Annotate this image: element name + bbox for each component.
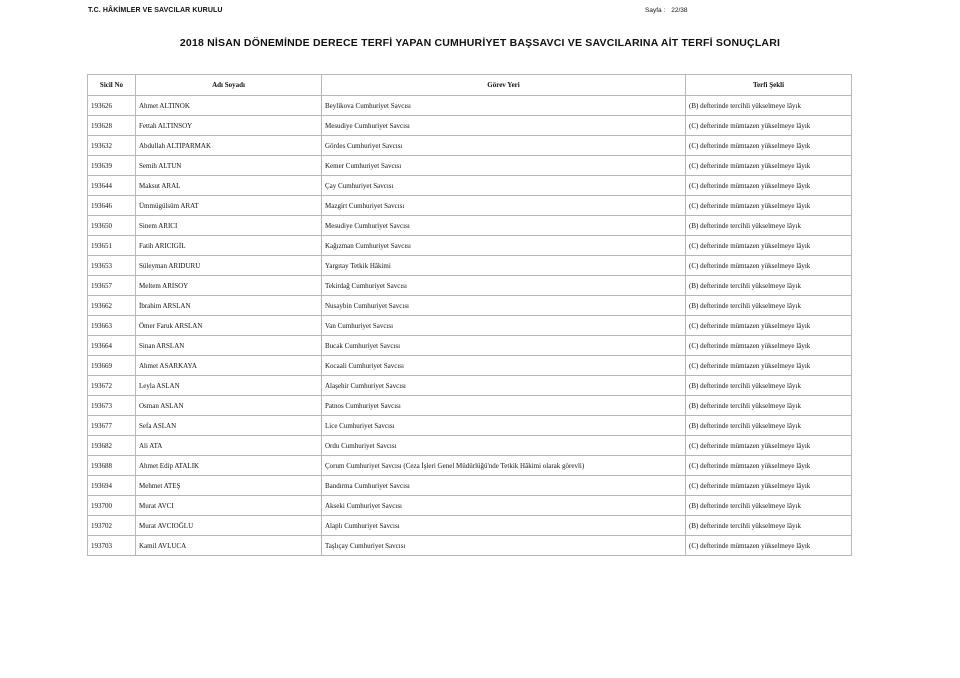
cell-adi-soyadi: Abdullah ALTIPARMAK [136,136,322,156]
cell-sicil-no: 193703 [88,536,136,556]
table-row [88,196,852,216]
cell-terfi-sekli: (B) defterinde tercihli yükselmeye lâyık [686,376,852,396]
cell-gorev-yeri: Mesudiye Cumhuriyet Savcısı [322,116,686,136]
cell-terfi-sekli: (C) defterinde mümtazen yükselmeye lâyık [686,176,852,196]
cell-gorev-yeri: Çay Cumhuriyet Savcısı [322,176,686,196]
table-row [88,476,852,496]
table-header-row [88,75,852,96]
cell-sicil-no: 193688 [88,456,136,476]
cell-terfi-sekli: (C) defterinde mümtazen yükselmeye lâyık [686,356,852,376]
cell-terfi-sekli: (C) defterinde mümtazen yükselmeye lâyık [686,336,852,356]
cell-terfi-sekli: (C) defterinde mümtazen yükselmeye lâyık [686,116,852,136]
cell-adi-soyadi: İbrahim ARSLAN [136,296,322,316]
cell-adi-soyadi: Ahmet Edip ATALIK [136,456,322,476]
cell-sicil-no: 193653 [88,256,136,276]
cell-adi-soyadi: Murat AVCIOĞLU [136,516,322,536]
cell-terfi-sekli: (C) defterinde mümtazen yükselmeye lâyık [686,436,852,456]
cell-adi-soyadi: Sinan ARSLAN [136,336,322,356]
cell-adi-soyadi: Mehmet ATEŞ [136,476,322,496]
cell-sicil-no: 193702 [88,516,136,536]
cell-gorev-yeri: Tekirdağ Cumhuriyet Savcısı [322,276,686,296]
cell-terfi-sekli: (C) defterinde mümtazen yükselmeye lâyık [686,156,852,176]
column-header-sicil-no: Sicil No [88,75,136,96]
table-row [88,416,852,436]
cell-sicil-no: 193662 [88,296,136,316]
cell-terfi-sekli: (C) defterinde mümtazen yükselmeye lâyık [686,316,852,336]
cell-gorev-yeri: Lice Cumhuriyet Savcısı [322,416,686,436]
cell-gorev-yeri: Patnos Cumhuriyet Savcısı [322,396,686,416]
cell-adi-soyadi: Semih ALTUN [136,156,322,176]
table-row [88,256,852,276]
document-title: 2018 NİSAN DÖNEMİNDE DERECE TERFİ YAPAN CUMHURİYET BAŞSAVCI VE SAVCILARINA AİT TERFİ SONUÇLARI [179,37,781,49]
cell-adi-soyadi: Murat AVCI [136,496,322,516]
table-row [88,336,852,356]
cell-adi-soyadi: Ahmet ALTINOK [136,96,322,116]
page-label: Sayfa : [645,7,666,14]
cell-adi-soyadi: Ahmet ASARKAYA [136,356,322,376]
cell-terfi-sekli: (C) defterinde mümtazen yükselmeye lâyık [686,196,852,216]
cell-gorev-yeri: Yargıtay Tetkik Hâkimi [322,256,686,276]
cell-adi-soyadi: Sefa ASLAN [136,416,322,436]
cell-sicil-no: 193663 [88,316,136,336]
cell-terfi-sekli: (B) defterinde tercihli yükselmeye lâyık [686,396,852,416]
cell-adi-soyadi: Kamil AVLUCA [136,536,322,556]
table-row [88,156,852,176]
cell-terfi-sekli: (C) defterinde mümtazen yükselmeye lâyık [686,456,852,476]
cell-adi-soyadi: Leyla ASLAN [136,376,322,396]
cell-terfi-sekli: (B) defterinde tercihli yükselmeye lâyık [686,216,852,236]
table-row [88,96,852,116]
cell-terfi-sekli: (C) defterinde mümtazen yükselmeye lâyık [686,476,852,496]
column-header-gorev-yeri: Görev Yeri [322,75,686,96]
cell-terfi-sekli: (B) defterinde tercihli yükselmeye lâyık [686,516,852,536]
column-header-adi-soyadi: Adı Soyadı [136,75,322,96]
cell-adi-soyadi: Ali ATA [136,436,322,456]
cell-sicil-no: 193639 [88,156,136,176]
cell-terfi-sekli: (B) defterinde tercihli yükselmeye lâyık [686,416,852,436]
table-row [88,176,852,196]
cell-adi-soyadi: Süleyman ARIDURU [136,256,322,276]
cell-sicil-no: 193646 [88,196,136,216]
table-row [88,216,852,236]
column-header-terfi-sekli: Terfi Şekli [686,75,852,96]
cell-gorev-yeri: Taşlıçay Cumhuriyet Savcısı [322,536,686,556]
table-row [88,536,852,556]
cell-terfi-sekli: (C) defterinde mümtazen yükselmeye lâyık [686,236,852,256]
table-row [88,436,852,456]
cell-adi-soyadi: Osman ASLAN [136,396,322,416]
cell-adi-soyadi: Fettah ALTINSOY [136,116,322,136]
table-row [88,136,852,156]
cell-sicil-no: 193626 [88,96,136,116]
table-row [88,496,852,516]
cell-sicil-no: 193700 [88,496,136,516]
table-row [88,276,852,296]
cell-gorev-yeri: Van Cumhuriyet Savcısı [322,316,686,336]
table-row [88,516,852,536]
cell-sicil-no: 193657 [88,276,136,296]
page-indicator [645,7,688,14]
table-row [88,296,852,316]
cell-gorev-yeri: Ordu Cumhuriyet Savcısı [322,436,686,456]
cell-gorev-yeri: Kağızman Cumhuriyet Savcısı [322,236,686,256]
cell-terfi-sekli: (C) defterinde mümtazen yükselmeye lâyık [686,256,852,276]
table-row [88,396,852,416]
cell-gorev-yeri: Nusaybin Cumhuriyet Savcısı [322,296,686,316]
table-row [88,376,852,396]
cell-sicil-no: 193677 [88,416,136,436]
cell-terfi-sekli: (B) defterinde tercihli yükselmeye lâyık [686,276,852,296]
cell-terfi-sekli: (B) defterinde tercihli yükselmeye lâyık [686,496,852,516]
table-row [88,116,852,136]
cell-gorev-yeri: Akseki Cumhuriyet Savcısı [322,496,686,516]
cell-sicil-no: 193628 [88,116,136,136]
cell-sicil-no: 193651 [88,236,136,256]
table-row [88,356,852,376]
cell-sicil-no: 193650 [88,216,136,236]
cell-gorev-yeri: Gördes Cumhuriyet Savcısı [322,136,686,156]
cell-adi-soyadi: Ümmügülsüm ARAT [136,196,322,216]
table-row [88,316,852,336]
cell-gorev-yeri: Kemer Cumhuriyet Savcısı [322,156,686,176]
cell-adi-soyadi: Ömer Faruk ARSLAN [136,316,322,336]
cell-gorev-yeri: Kocaali Cumhuriyet Savcısı [322,356,686,376]
cell-sicil-no: 193672 [88,376,136,396]
cell-sicil-no: 193644 [88,176,136,196]
cell-gorev-yeri: Bucak Cumhuriyet Savcısı [322,336,686,356]
cell-terfi-sekli: (B) defterinde tercihli yükselmeye lâyık [686,96,852,116]
cell-gorev-yeri: Mesudiye Cumhuriyet Savcısı [322,216,686,236]
cell-sicil-no: 193664 [88,336,136,356]
cell-terfi-sekli: (C) defterinde mümtazen yükselmeye lâyık [686,536,852,556]
cell-terfi-sekli: (C) defterinde mümtazen yükselmeye lâyık [686,136,852,156]
results-table [87,74,852,556]
cell-sicil-no: 193632 [88,136,136,156]
page-number: 22/38 [671,7,688,14]
cell-gorev-yeri: Mazgirt Cumhuriyet Savcısı [322,196,686,216]
table-row [88,456,852,476]
cell-adi-soyadi: Meltem ARISOY [136,276,322,296]
cell-gorev-yeri: Alaşehir Cumhuriyet Savcısı [322,376,686,396]
cell-adi-soyadi: Fatih ARICIGİL [136,236,322,256]
cell-gorev-yeri: Çorum Cumhuriyet Savcısı (Ceza İşleri Genel Müdürlüğü'nde Tetkik Hâkimi olarak görevli) [322,456,686,476]
cell-sicil-no: 193669 [88,356,136,376]
cell-adi-soyadi: Maksut ARAL [136,176,322,196]
cell-sicil-no: 193673 [88,396,136,416]
cell-sicil-no: 193682 [88,436,136,456]
cell-sicil-no: 193694 [88,476,136,496]
cell-gorev-yeri: Alaplı Cumhuriyet Savcısı [322,516,686,536]
table-row [88,236,852,256]
cell-terfi-sekli: (B) defterinde tercihli yükselmeye lâyık [686,296,852,316]
cell-gorev-yeri: Bandırma Cumhuriyet Savcısı [322,476,686,496]
cell-gorev-yeri: Beylikova Cumhuriyet Savcısı [322,96,686,116]
organization-name: T.C. HÂKİMLER VE SAVCILAR KURULU [88,7,223,14]
cell-adi-soyadi: Sinem ARICI [136,216,322,236]
